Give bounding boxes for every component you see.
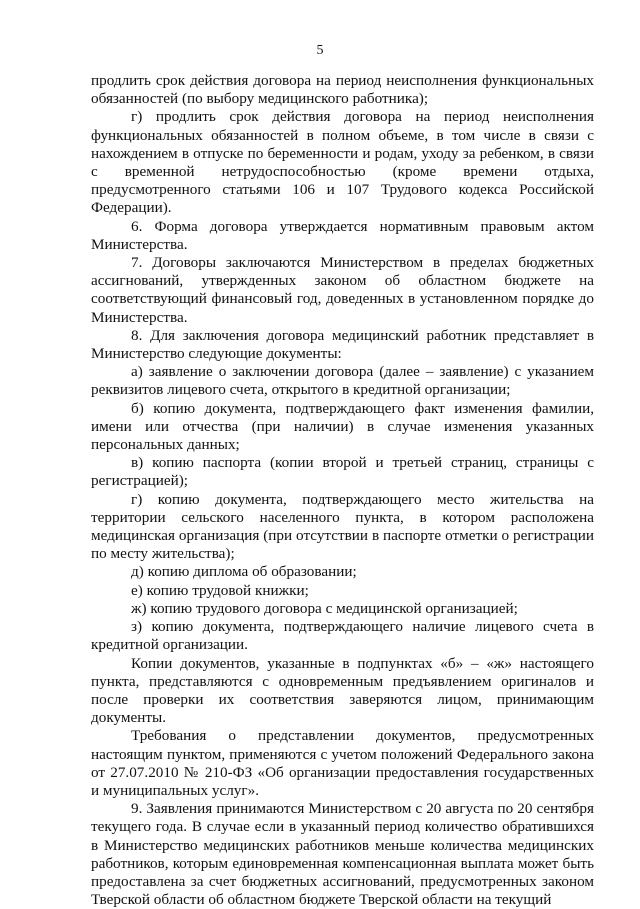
paragraph-continuation: продлить срок действия договора на период неисполнения функциональных обязанностей (по выбору медицинского работника); [91,72,594,108]
paragraph-subitem-a: а) заявление о заключении договора (далее – заявление) с указанием реквизитов лицевого счета, открытого в кредитной организации; [91,363,594,399]
paragraph-item-8: 8. Для заключения договора медицинский работник представляет в Министерство следующие документы: [91,326,594,363]
document-body [91,72,594,909]
paragraph-subitem-zh: ж) копию трудового договора с медицинской организацией; [131,599,518,617]
paragraph-item-7: 7. Договоры заключаются Министерством в пределах бюджетных ассигнований, утвержденных законом об областном бюджете на соответствующий финансовый год, доведенных в установленном порядке до Министерства. [91,254,594,326]
paragraph-item-6: 6. Форма договора утверждается нормативным правовым актом Министерства. [91,217,594,253]
paragraph-subitem-v: в) копию паспорта (копии второй и третьей страниц, страницы с регистрацией); [91,454,594,490]
paragraph-requirements-note: Требования о представлении документов, предусмотренных настоящим пунктом, применяются с учетом положений Федерального закона от 27.07.2010 № 210-ФЗ «Об организации предоставления государственных и муниципальных услуг». [91,727,594,799]
paragraph-subitem-z: з) копию документа, подтверждающего наличие лицевого счета в кредитной организации. [91,618,594,654]
paragraph-copies-note: Копии документов, указанные в подпунктах «б» – «ж» настоящего пункта, представляются с одновременным предъявлением оригиналов и после проверки их соответствия заверяются лицом, принимающим документы. [91,654,594,727]
paragraph-subitem-d: д) копию диплома об образовании; [131,563,357,581]
paragraph-subitem-g: г) копию документа, подтверждающего место жительства на территории сельского населенного пункта, в котором расположена медицинская организация (при отсутствии в паспорте отметки о регистрации по месту жительства); [91,490,594,563]
paragraph-subitem-e: е) копию трудовой книжки; [131,581,309,599]
paragraph-subitem-b: б) копию документа, подтверждающего факт изменения фамилии, имени или отчества (при наличии) в случае изменения указанных персональных данных; [91,399,594,454]
page-number: 5 [316,43,324,58]
paragraph-item-9: 9. Заявления принимаются Министерством с 20 августа по 20 сентября текущего года. В случае если в указанный период количество обратившихся в Министерство медицинских работников меньше количества медицинских работников, которым единовременная компенсационная выплата может быть предоставлена за счет бюджетных ассигнований, предусмотренных законом Тверской области об областном бюджете Тверской области на текущий [91,800,594,909]
paragraph-subitem-g-extend: г) продлить срок действия договора на период неисполнения функциональных обязанностей в полном объеме, в том числе в связи с нахождением в отпуске по беременности и родам, уходу за ребенком, в связи с временной нетрудоспособностью (кроме времени отдыха, предусмотренного статьями 106 и 107 Трудового кодекса Российской Федерации). [91,108,594,217]
